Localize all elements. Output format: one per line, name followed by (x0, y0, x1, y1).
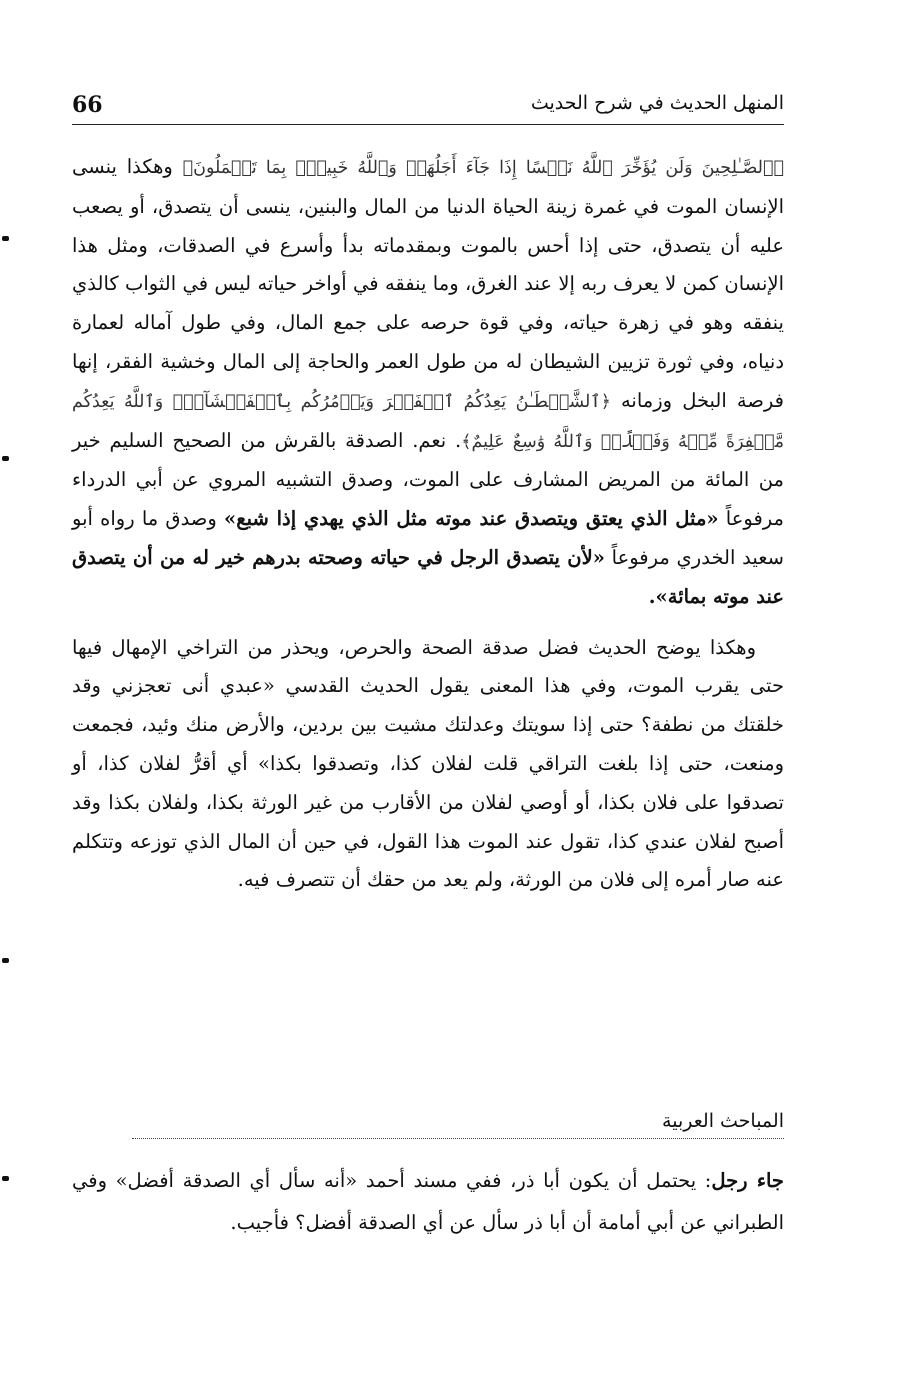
section-paragraph (72, 1160, 784, 1244)
hadith-quote: «مثل الذي يعتق ويتصدق عند موته مثل الذي يهدي إذا شبع» (224, 507, 719, 531)
page-number: 66 (72, 92, 103, 118)
paragraph-text: وصدق ما رواه أبو سعيد الخدري مرفوعاً (72, 507, 785, 569)
sentence-end: . (648, 584, 656, 608)
margin-mark (2, 958, 9, 963)
quran-verse: ﴿ٱلصَّـٰلِحِينَ وَلَن يُؤَخِّرَ ٱللَّهُ نَفۡسًا إِذَا جَآءَ أَجَلُهَآۚ وَٱللَّهُ خَبِيرُۢ بِمَا تَعۡمَلُونَ﴾ (182, 158, 784, 178)
quran-verse: ﴿ٱلشَّيۡطَـٰنُ يَعِدُكُمُ ٱلۡفَقۡرَ وَيَأۡمُرُكُم بِٱلۡفَحۡشَآءِۖ وَٱللَّهُ يَعِدُكُم مَّغۡفِرَةً مِّنۡهُ وَفَضۡلًاۗ وَٱللَّهُ وَٰسِعٌ عَلِيمٌ﴾ (72, 391, 784, 452)
running-title: المنهل الحديث في شرح الحديث (530, 92, 784, 114)
margin-mark (2, 1176, 9, 1181)
paragraph-text: وهكذا ينسى الإنسان الموت في غمرة زينة الحياة الدنيا من المال والبنين، ينسى أن يتصدق، أو يصعب عليه أن يتصدق، حتى إذا أحس بالموت وبمقدماته بدأ وأسرع في الصدقات، ومثل هذا الإنسان كمن لا يعرف ربه إلا عند الغرق، وما ينفقه في أواخر حياته ليس في الثواب كالذي ينفقه وهو في زهرة حياته، وفي قوة حرصه على جمع المال، وفي طول آماله لعمارة دنياه، وفي ثورة تزيين الشيطان له من طول العمر والحاجة إلى المال وخشية الفقر، إنها فرصة البخل وزمانه (72, 155, 785, 412)
hadith-quote: «لأن يتصدق الرجل في حياته وصحته بدرهم خير له من أن يتصدق عند موته بمائة» (72, 545, 784, 608)
paragraph-text: . نعم. الصدقة بالقرش من الصحيح السليم خير من المائة من المريض المشارف على الموت، وصدق التشبيه المروي عن أبي الدرداء مرفوعاً (72, 428, 784, 531)
main-text (72, 148, 784, 900)
margin-mark (2, 236, 9, 241)
section-text: : يحتمل أن يكون أبا ذر، ففي مسند أحمد «أنه سأل أي الصدقة أفضل» وفي الطبراني عن أبي أمامة أن أبا ذر سأل عن أي الصدقة أفضل؟ فأجيب. (72, 1169, 784, 1234)
glossed-term: جاء رجل (711, 1169, 784, 1192)
page-header (72, 84, 784, 125)
paragraph-1 (72, 148, 784, 617)
section-heading: المباحث العربية (132, 1110, 784, 1139)
margin-mark (2, 456, 9, 461)
paragraph-2: وهكذا يوضح الحديث فضل صدقة الصحة والحرص، ويحذر من التراخي الإمهال فيها حتى يقرب الموت، وفي هذا المعنى يقول الحديث القدسي «عبدي أنى تعجزني وقد خلقتك من نطفة؟ حتى إذا سويتك وعدلتك مشيت بين بردين، والأرض منك وئيد، فجمعت ومنعت، حتى إذا بلغت التراقي قلت لفلان كذا، وتصدقوا بكذا» أي أقرُّ لفلان كذا، أو تصدقوا على فلان بكذا، أو أوصي لفلان من الأقارب من غير الورثة بكذا، ولفلان بكذا وقد أصبح لفلان عندي كذا، تقول عند الموت هذا القول، في حين أن المال الذي توزعه وتتكلم عنه صار أمره إلى فلان من الورثة، ولم يعد من حقك أن تتصرف فيه. (72, 635, 784, 892)
